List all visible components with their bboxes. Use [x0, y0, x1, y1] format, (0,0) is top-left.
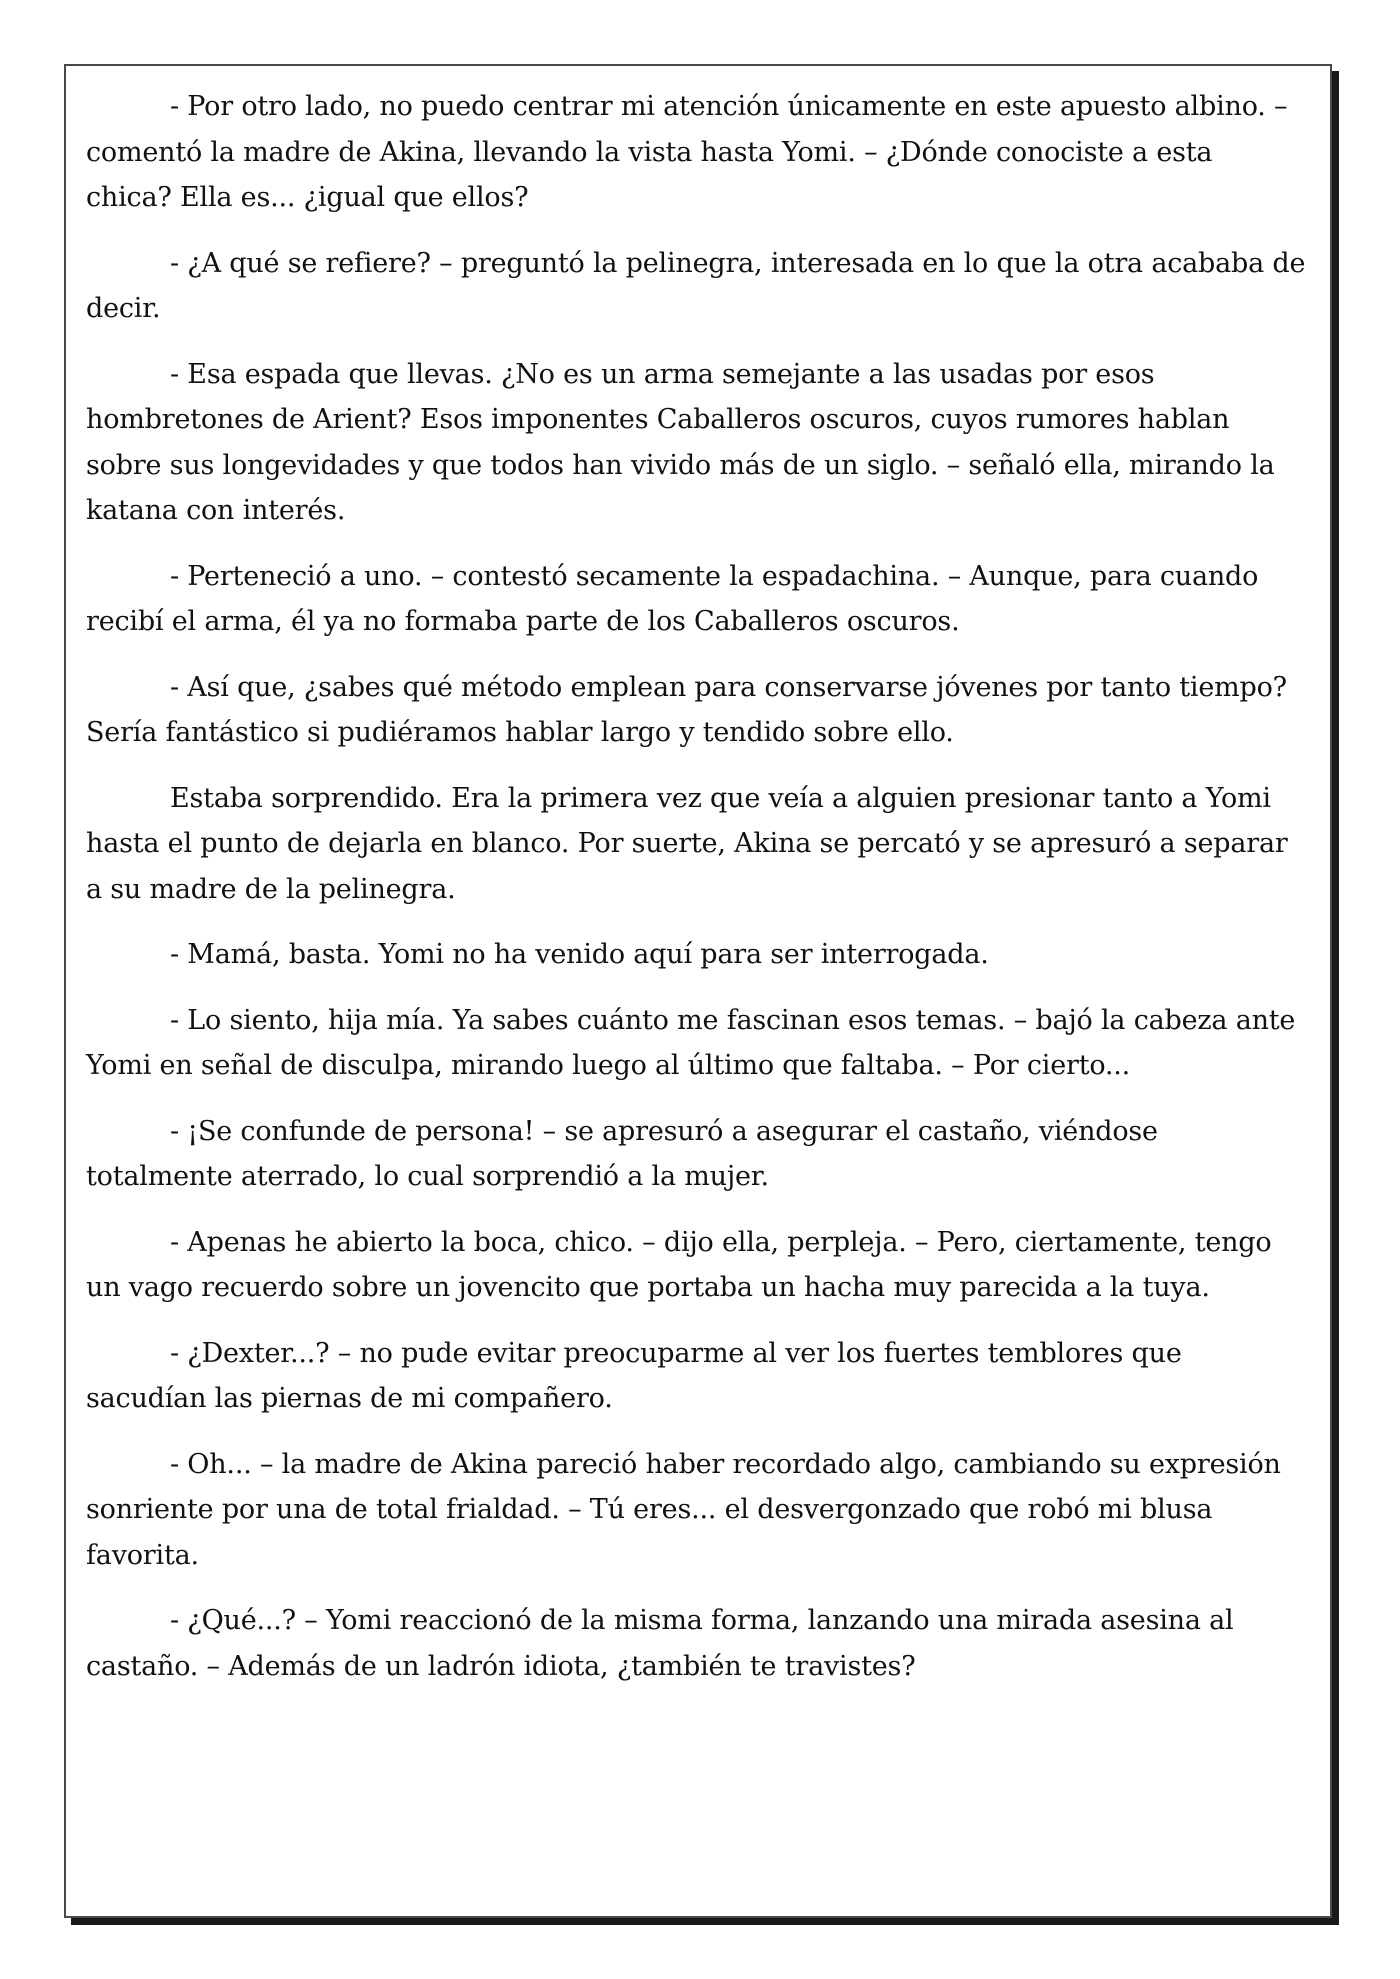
paragraph: - Lo siento, hija mía. Ya sabes cuánto me fascinan esos temas. – bajó la cabeza ante Yomi en señal de disculpa, mirando luego al último que faltaba. – Por cierto... — [86, 1004, 1296, 1081]
paragraph: - Oh... – la madre de Akina pareció haber recordado algo, cambiando su expresión sonriente por una de total frialdad. – Tú eres... el desvergonzado que robó mi blusa favorita. — [86, 1448, 1281, 1571]
page-body — [86, 84, 1306, 1709]
paragraph: - Esa espada que llevas. ¿No es un arma semejante a las usadas por esos hombretones de Arient? Esos imponentes Caballeros oscuros, cuyos rumores hablan sobre sus longevidades y que todos han vivido más de un siglo. – señaló ella, mirando la katana con interés. — [86, 358, 1275, 526]
paragraph: - Así que, ¿sabes qué método emplean para conservarse jóvenes por tanto tiempo? Sería fantástico si pudiéramos hablar largo y tendido sobre ello. — [86, 671, 1287, 748]
paragraph: - Por otro lado, no puedo centrar mi atención únicamente en este apuesto albino. – comentó la madre de Akina, llevando la vista hasta Yomi. – ¿Dónde conociste a esta chica? Ella es... ¿igual que ellos? — [86, 91, 1288, 213]
paragraph: - ¿A qué se refiere? – preguntó la pelinegra, interesada en lo que la otra acababa de decir. — [86, 247, 1306, 324]
paragraph: - Apenas he abierto la boca, chico. – dijo ella, perpleja. – Pero, ciertamente, tengo un vago recuerdo sobre un jovencito que portaba un hacha muy parecida a la tuya. — [86, 1226, 1272, 1303]
page-frame — [64, 64, 1332, 1918]
paragraph: - ¡Se confunde de persona! – se apresuró a asegurar el castaño, viéndose totalmente aterrado, lo cual sorprendió a la mujer. — [86, 1115, 1158, 1192]
paragraph: - ¿Dexter...? – no pude evitar preocuparme al ver los fuertes temblores que sacudían las piernas de mi compañero. — [86, 1337, 1182, 1414]
paragraph: Estaba sorprendido. Era la primera vez que veía a alguien presionar tanto a Yomi hasta el punto de dejarla en blanco. Por suerte, Akina se percató y se apresuró a separar a su madre de la pelinegra. — [86, 782, 1288, 905]
paragraph: - Mamá, basta. Yomi no ha venido aquí para ser interrogada. — [170, 939, 989, 970]
paragraph: - Perteneció a uno. – contestó secamente la espadachina. – Aunque, para cuando recibí el arma, él ya no formaba parte de los Caballeros oscuros. — [86, 560, 1259, 637]
paragraph: - ¿Qué...? – Yomi reaccionó de la misma forma, lanzando una mirada asesina al castaño. – Además de un ladrón idiota, ¿también te travistes? — [86, 1605, 1234, 1682]
